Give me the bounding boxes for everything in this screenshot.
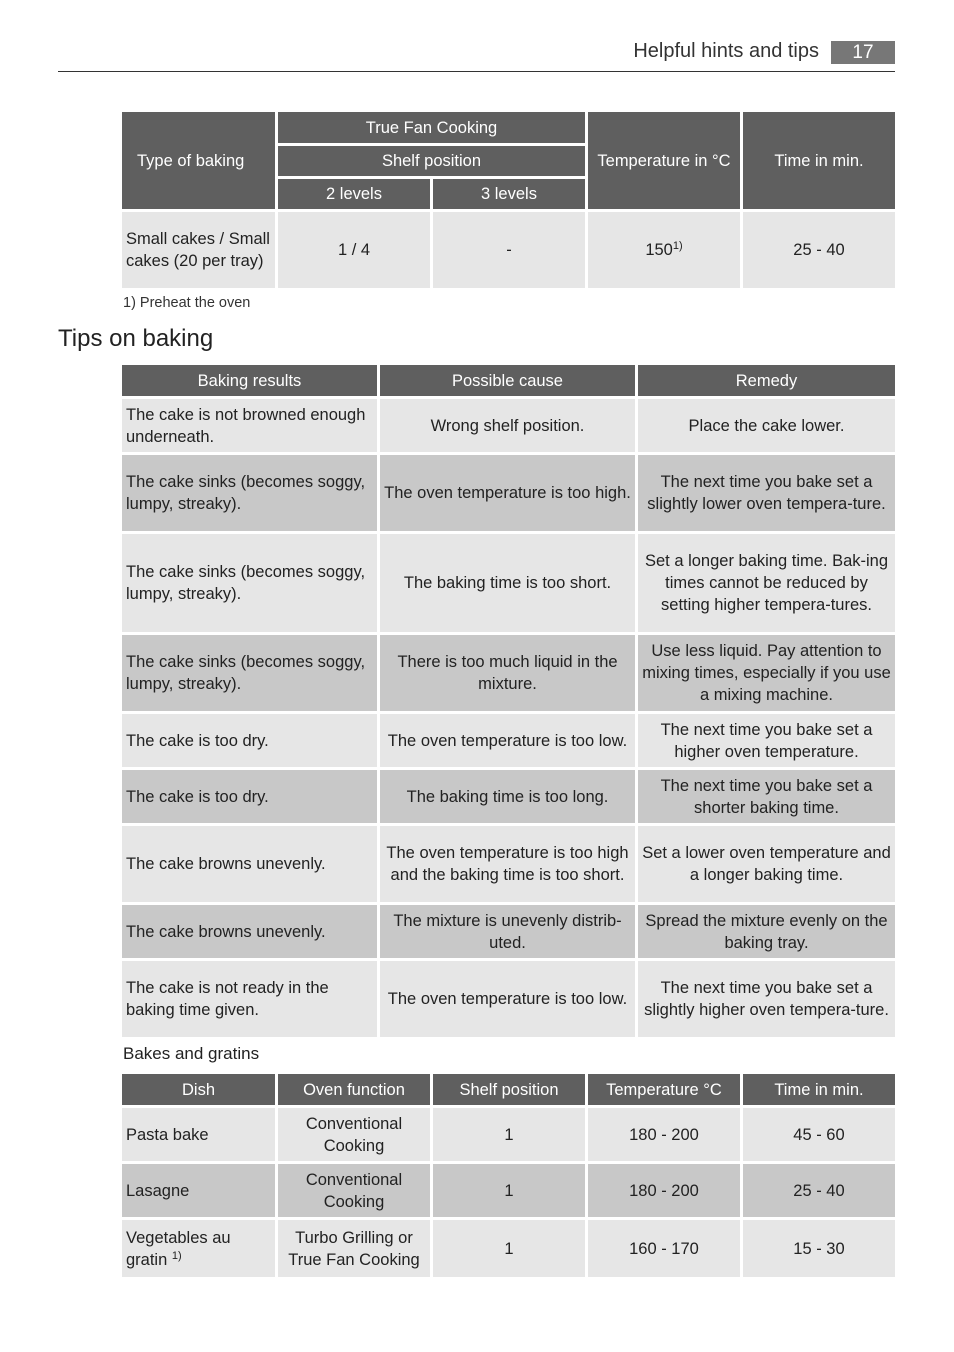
col-2-levels: 2 levels bbox=[278, 179, 430, 209]
table-row bbox=[122, 635, 895, 711]
cell-result: The cake sinks (becomes soggy, lumpy, streaky). bbox=[122, 635, 377, 711]
cell-type: Small cakes / Small cakes (20 per tray) bbox=[122, 212, 275, 288]
col-shelf-position: Shelf position bbox=[278, 146, 585, 176]
col-baking-results: Baking results bbox=[122, 365, 377, 396]
cell-cause: Wrong shelf position. bbox=[380, 399, 635, 452]
table-row bbox=[122, 770, 895, 823]
cell-result: The cake is too dry. bbox=[122, 770, 377, 823]
tips-table bbox=[119, 362, 898, 1040]
section-title: Tips on baking bbox=[58, 325, 214, 352]
cell-time: 25 - 40 bbox=[743, 212, 895, 288]
cell-cause: The oven temperature is too low. bbox=[380, 714, 635, 767]
small-cakes-table bbox=[119, 109, 898, 291]
dish-footnote-marker: 1) bbox=[171, 1249, 182, 1262]
cell-shelf: 1 bbox=[433, 1220, 585, 1277]
cell-dish bbox=[122, 1220, 275, 1277]
cell-shelf: 1 bbox=[433, 1108, 585, 1161]
bakes-subtitle: Bakes and gratins bbox=[123, 1044, 260, 1063]
bakes-table bbox=[119, 1071, 898, 1280]
cell-dish: Pasta bake bbox=[122, 1108, 275, 1161]
table-row bbox=[122, 1108, 895, 1161]
cell-oven-function: Conventional Cooking bbox=[278, 1164, 430, 1217]
col-possible-cause: Possible cause bbox=[380, 365, 635, 396]
cell-cause: The oven temperature is too high. bbox=[380, 455, 635, 531]
cell-cause: The oven temperature is too high and the baking time is too short. bbox=[380, 826, 635, 902]
footnote: 1) Preheat the oven bbox=[123, 295, 251, 311]
col-temperature: Temperature in °C bbox=[588, 112, 740, 209]
col-shelf-position: Shelf position bbox=[433, 1074, 585, 1105]
page-header bbox=[58, 38, 895, 72]
table-row bbox=[122, 1164, 895, 1217]
col-dish: Dish bbox=[122, 1074, 275, 1105]
table-row bbox=[122, 961, 895, 1037]
table-row bbox=[122, 714, 895, 767]
cell-remedy: The next time you bake set a higher oven temperature. bbox=[638, 714, 895, 767]
col-type-of-baking: Type of baking bbox=[122, 112, 275, 209]
col-true-fan-cooking: True Fan Cooking bbox=[278, 112, 585, 143]
cell-result: The cake is too dry. bbox=[122, 714, 377, 767]
col-remedy: Remedy bbox=[638, 365, 895, 396]
cell-cause: The mixture is unevenly distrib-uted. bbox=[380, 905, 635, 958]
col-time: Time in min. bbox=[743, 1074, 895, 1105]
cell-oven-function: Turbo Grilling or True Fan Cooking bbox=[278, 1220, 430, 1277]
cell-temperature: 180 - 200 bbox=[588, 1164, 740, 1217]
cell-dish: Lasagne bbox=[122, 1164, 275, 1217]
table-row bbox=[122, 212, 895, 288]
table-row bbox=[122, 826, 895, 902]
cell-cause: The baking time is too short. bbox=[380, 534, 635, 632]
cell-remedy: The next time you bake set a slightly lower oven tempera-ture. bbox=[638, 455, 895, 531]
cell-oven-function: Conventional Cooking bbox=[278, 1108, 430, 1161]
dish-name: Vegetables au gratin bbox=[126, 1228, 231, 1269]
cell-remedy: The next time you bake set a shorter baking time. bbox=[638, 770, 895, 823]
cell-result: The cake sinks (becomes soggy, lumpy, streaky). bbox=[122, 455, 377, 531]
cell-3-levels: - bbox=[433, 212, 585, 288]
cell-temperature: 160 - 170 bbox=[588, 1220, 740, 1277]
table-row bbox=[122, 455, 895, 531]
col-3-levels: 3 levels bbox=[433, 179, 585, 209]
cell-time: 25 - 40 bbox=[743, 1164, 895, 1217]
cell-2-levels: 1 / 4 bbox=[278, 212, 430, 288]
temp-value: 150 bbox=[645, 241, 673, 259]
cell-remedy: Set a lower oven temperature and a longer baking time. bbox=[638, 826, 895, 902]
cell-cause: There is too much liquid in the mixture. bbox=[380, 635, 635, 711]
cell-remedy: The next time you bake set a slightly higher oven tempera-ture. bbox=[638, 961, 895, 1037]
cell-result: The cake is not browned enough underneath. bbox=[122, 399, 377, 452]
table-row bbox=[122, 399, 895, 452]
cell-remedy: Use less liquid. Pay attention to mixing times, especially if you use a mixing machine. bbox=[638, 635, 895, 711]
table-row bbox=[122, 534, 895, 632]
cell-result: The cake browns unevenly. bbox=[122, 905, 377, 958]
col-oven-function: Oven function bbox=[278, 1074, 430, 1105]
table-row bbox=[122, 1220, 895, 1277]
col-time: Time in min. bbox=[743, 112, 895, 209]
cell-result: The cake is not ready in the baking time given. bbox=[122, 961, 377, 1037]
cell-cause: The oven temperature is too low. bbox=[380, 961, 635, 1037]
header-title: Helpful hints and tips bbox=[633, 40, 819, 62]
page-number: 17 bbox=[831, 41, 895, 64]
cell-result: The cake sinks (becomes soggy, lumpy, streaky). bbox=[122, 534, 377, 632]
cell-shelf: 1 bbox=[433, 1164, 585, 1217]
col-temperature: Temperature °C bbox=[588, 1074, 740, 1105]
cell-result: The cake browns unevenly. bbox=[122, 826, 377, 902]
temp-footnote-marker: 1) bbox=[672, 240, 683, 252]
cell-time: 15 - 30 bbox=[743, 1220, 895, 1277]
cell-cause: The baking time is too long. bbox=[380, 770, 635, 823]
cell-remedy: Set a longer baking time. Bak-ing times cannot be reduced by setting higher tempera-tures. bbox=[638, 534, 895, 632]
table-row bbox=[122, 905, 895, 958]
cell-temperature: 180 - 200 bbox=[588, 1108, 740, 1161]
cell-time: 45 - 60 bbox=[743, 1108, 895, 1161]
cell-temperature bbox=[588, 212, 740, 288]
cell-remedy: Place the cake lower. bbox=[638, 399, 895, 452]
cell-remedy: Spread the mixture evenly on the baking tray. bbox=[638, 905, 895, 958]
